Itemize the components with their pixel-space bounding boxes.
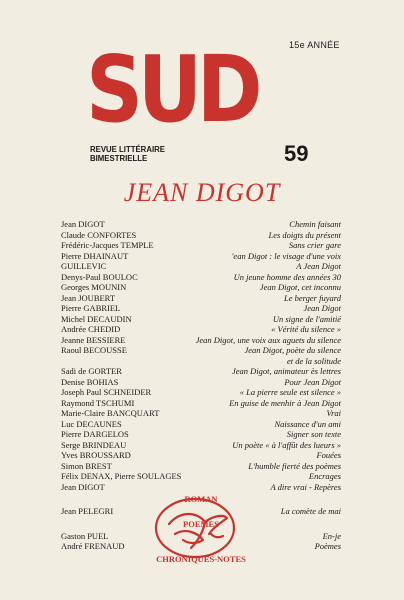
toc-row (61, 314, 341, 325)
toc-author: Marie-Claire BANCQUART (61, 408, 160, 418)
toc-row (61, 345, 341, 356)
toc-author: Pierre GABRIEL (61, 303, 121, 313)
toc-title: En guise de menhir à Jean Digot (229, 397, 341, 408)
toc-title: Signer son texte (286, 429, 341, 439)
toc-row (61, 471, 341, 482)
toc-title: Encrages (308, 471, 341, 481)
toc-author: Jean DIGOT (61, 481, 105, 492)
toc-row (61, 303, 341, 314)
toc-row (61, 387, 341, 398)
toc-row (61, 366, 341, 377)
toc-author: Pierre DARGELOS (61, 429, 129, 439)
toc-author: Frédéric-Jacques TEMPLE (61, 240, 154, 250)
toc-title: A dire vrai - Repères (270, 481, 341, 492)
toc-author: André FRENAUD (61, 541, 125, 551)
toc-row (61, 282, 341, 293)
toc-author: Luc DECAUNES (61, 418, 122, 429)
toc-row (61, 450, 341, 461)
subtitle-line: REVUE LITTÉRAIRE (90, 145, 165, 154)
toc-row (61, 251, 341, 262)
journal-subtitle (90, 145, 165, 163)
toc-title: Jean Digot, poète du silence (244, 345, 341, 355)
toc-row (61, 440, 341, 451)
contents-list (61, 219, 341, 492)
toc-row (61, 261, 341, 272)
toc-title: Les doigts du présent (268, 229, 341, 240)
toc-title: « Vérité du silence » (271, 324, 341, 334)
toc-author: Sadi de GORTER (61, 366, 122, 376)
toc-title: « La pierre seule est silence » (239, 387, 341, 397)
issue-subject: JEAN DIGOT (123, 178, 281, 207)
toc-title: Un poète « à l'affût des lueurs » (232, 439, 341, 450)
toc-author: Gaston PUEL (61, 530, 109, 541)
section-heading-poemes: POEMES (183, 518, 219, 529)
toc-author: Denise BOHIAS (61, 376, 119, 387)
toc-title: Jean Digot (303, 303, 341, 313)
issue-number: 59 (284, 141, 309, 166)
toc-row (61, 219, 341, 230)
toc-author: Denys-Paul BOULOC (61, 271, 138, 282)
toc-author: Jean PELEGRI (61, 506, 114, 516)
toc-title: Jean Digot, une voix aux aguets du silence (195, 334, 341, 345)
toc-row (61, 230, 341, 241)
toc-author: Georges MOUNIN (61, 282, 127, 292)
toc-row (61, 377, 341, 388)
toc-author: Claude CONFORTES (61, 229, 137, 240)
toc-row (61, 482, 341, 493)
toc-author: Joseph Paul SCHNEIDER (61, 387, 152, 397)
toc-title: Chemin faisant (289, 219, 341, 229)
section-heading-roman: ROMAN (184, 494, 218, 504)
toc-author: Jean JOUBERT (61, 292, 116, 303)
toc-title: Poèmes (314, 541, 341, 551)
toc-title: L'humble fierté des poèmes (248, 460, 341, 471)
toc-title: En-je (322, 530, 341, 541)
toc-row (61, 398, 341, 409)
toc-title: A Jean Digot (296, 261, 341, 271)
toc-row (61, 272, 341, 283)
toc-row (61, 429, 341, 440)
dove-icon (153, 494, 237, 560)
toc-author: Simon BREST (61, 460, 112, 471)
toc-title: Sans crier gare (288, 240, 341, 250)
toc-row (61, 408, 341, 419)
toc-author: Jean DIGOT (61, 219, 105, 229)
section-heading-chroniques: CHRONIQUES-NOTES (156, 553, 246, 564)
toc-author: Serge BRINDEAU (61, 439, 127, 450)
toc-row (61, 461, 341, 472)
toc-title: Jean Digot, cet inconnu (259, 282, 341, 292)
toc-author: Yves BROUSSARD (61, 450, 131, 460)
toc-title: Un signe de l'amitié (272, 313, 341, 324)
toc-author: Andrée CHEDID (61, 324, 121, 334)
toc-row (61, 356, 341, 367)
toc-row (61, 324, 341, 335)
toc-author: Félix DENAX, Pierre SOULAGES (61, 471, 182, 481)
toc-row (61, 240, 341, 251)
toc-title: Un jeune homme des années 30 (233, 271, 341, 282)
toc-author: Pierre DHAINAUT (61, 250, 129, 261)
toc-title: Fouées (316, 450, 341, 460)
toc-author: Raoul BECOUSSE (61, 345, 127, 355)
toc-row (61, 293, 341, 304)
toc-title: Jean Digot, animateur ès lettres (232, 366, 341, 376)
toc-row (61, 335, 341, 346)
toc-title: Le berger fuyard (284, 292, 341, 303)
toc-title: La comète de mai (280, 506, 341, 516)
toc-author: Jeanne BESSIERE (61, 334, 126, 345)
toc-title: et de la solitude (286, 355, 341, 366)
toc-title: Naissance d'un ami (274, 418, 341, 429)
toc-title: Pour Jean Digot (284, 376, 341, 387)
masthead-logo: SUD (86, 36, 258, 143)
year-label: 15e ANNÉE (289, 40, 340, 50)
toc-author: Raymond TSCHUMI (61, 397, 135, 408)
toc-row (61, 419, 341, 430)
toc-author: Michel DECAUDIN (61, 313, 132, 324)
toc-title: 'ean Digot : le visage d'une voix (231, 250, 341, 261)
toc-title: Vrai (326, 408, 341, 418)
toc-author: GUILLEVIC (61, 261, 107, 271)
subtitle-line: BIMESTRIELLE (90, 154, 148, 163)
